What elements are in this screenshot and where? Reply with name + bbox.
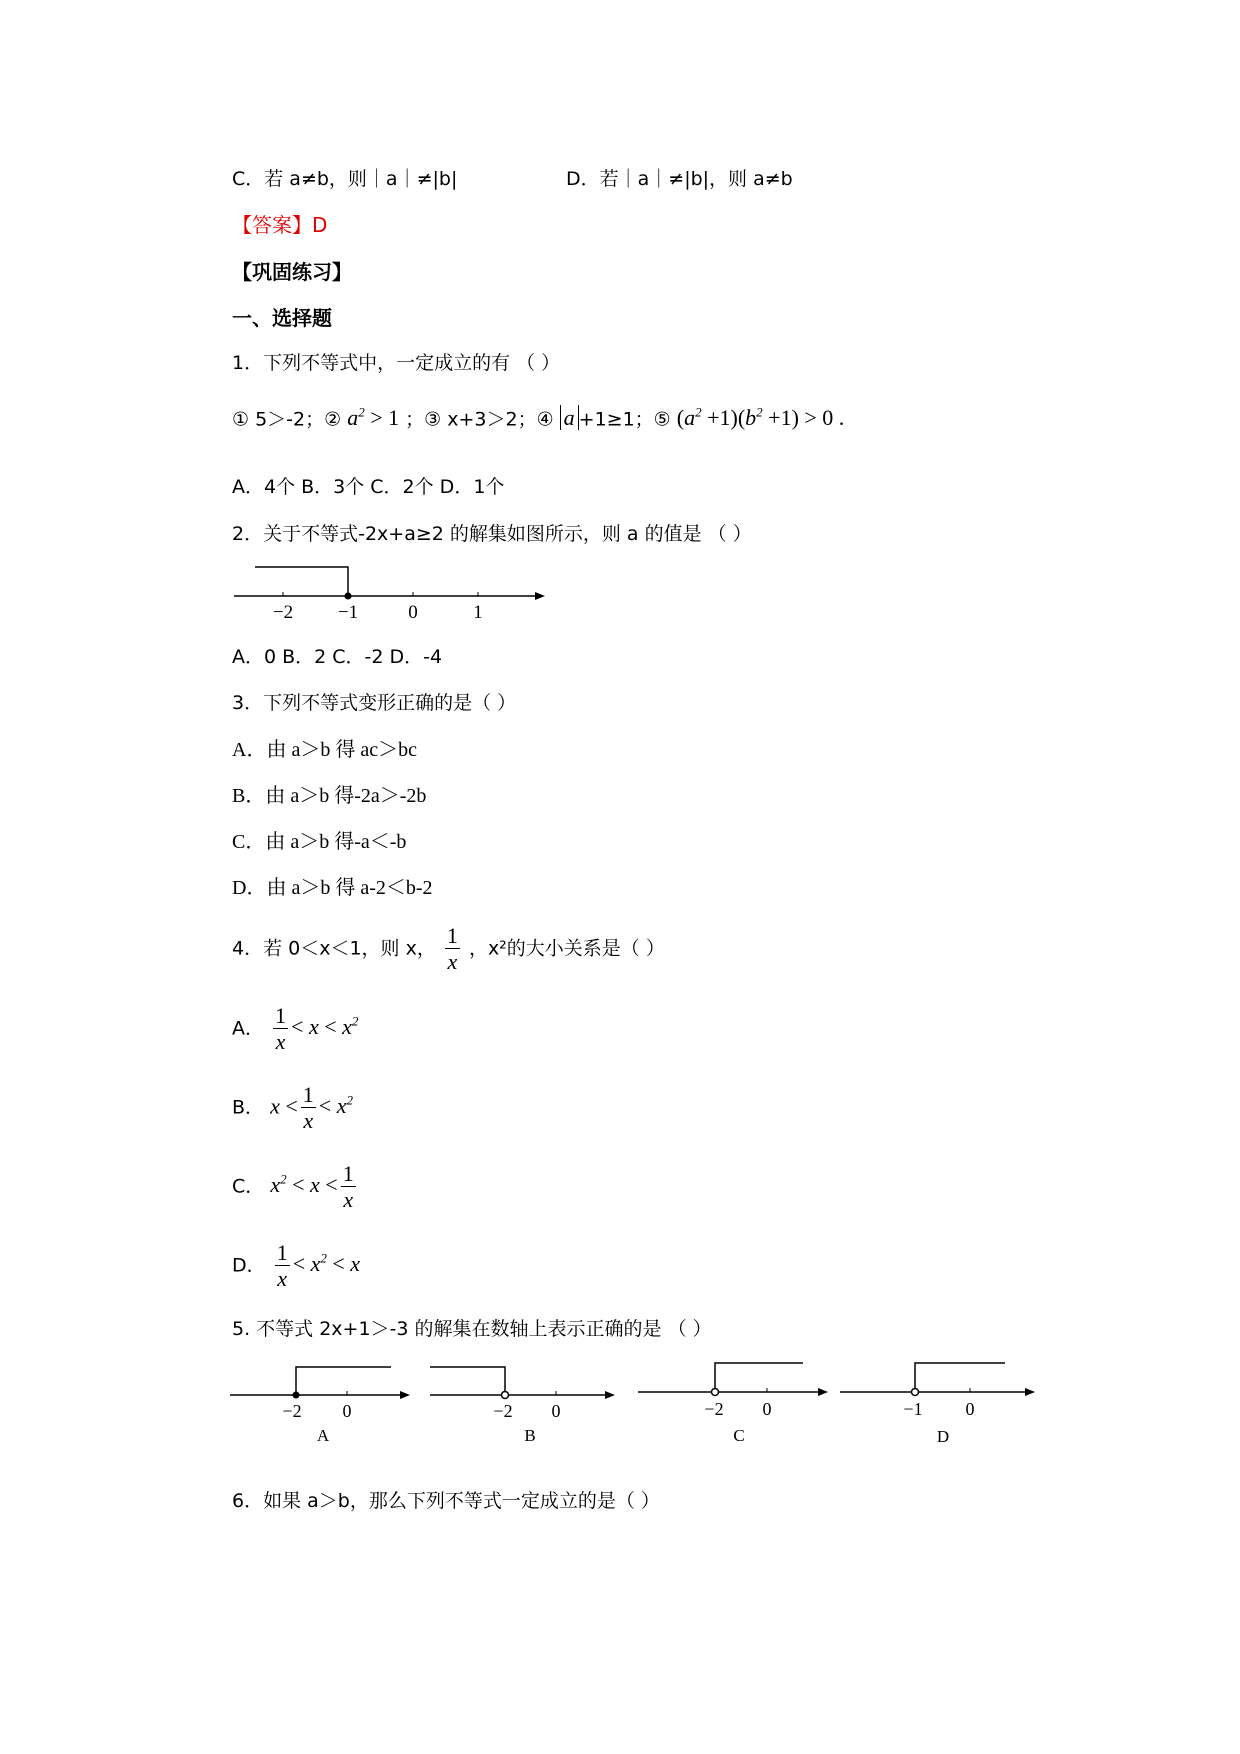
q5-a-tick: 0	[342, 1401, 352, 1421]
q4-option-d: D． $\frac{1}{x}$ < $x^2 < x$	[232, 1240, 361, 1292]
q5-a-label: A	[316, 1426, 330, 1445]
q1-expr-4: a	[560, 405, 579, 430]
q4-option-label: A．	[232, 1017, 264, 1040]
answer: 【答案】D	[232, 213, 328, 237]
option-d-prev: D．若｜a｜≠|b|，则 a≠b	[566, 168, 793, 190]
q4-option-label: D．	[232, 1254, 266, 1277]
option-c-prev: C．若 a≠b，则｜a｜≠|b|	[232, 168, 458, 190]
q5-b-tick: −2	[493, 1401, 513, 1421]
q2-tick-label: −1	[337, 602, 359, 620]
q3-stem: 3．下列不等式变形正确的是（ ）	[232, 692, 517, 714]
q3-option-b: B．由 a＞b 得-2a＞-2b	[232, 785, 427, 807]
q1-items	[232, 406, 844, 429]
q4-stem	[232, 923, 665, 975]
q3-option-a: A．由 a＞b 得 ac＞bc	[232, 739, 417, 761]
q2-axis-arrow	[535, 592, 545, 600]
q5-axis-d	[840, 1363, 1035, 1446]
q3-option-c: C．由 a＞b 得-a＜-b	[232, 831, 407, 853]
q5-axis-a	[230, 1367, 410, 1445]
q5-a-tick: −2	[282, 1401, 302, 1421]
q4-stem-b: ，x²的大小关系是（ ）	[468, 937, 665, 960]
section-heading: 【巩固练习】	[232, 260, 352, 284]
q5-b-tick: 0	[551, 1401, 561, 1421]
q1-items-b: ；③ x+3＞2；④	[405, 408, 554, 431]
part-heading: 一、选择题	[232, 306, 332, 330]
q5-d-hollow-point	[912, 1389, 919, 1396]
q2-tick-label: 1	[473, 602, 483, 620]
q1-stem: 1．下列不等式中，一定成立的有 （ ）	[232, 352, 561, 374]
q2-solid-point	[345, 593, 352, 600]
q5-c-tick: −2	[704, 1399, 724, 1419]
q5-number-lines	[225, 1355, 1045, 1450]
q5-d-label: D	[936, 1427, 950, 1446]
q5-c-hollow-point	[712, 1389, 719, 1396]
q1-items-a: ① 5＞-2；②	[232, 408, 342, 431]
q1-expr-5: $(a^2 +1)(b^2 +1) > 0$ .	[676, 405, 845, 431]
q5-c-tick: 0	[762, 1399, 772, 1419]
q4-option-c: C． $x^2 < x$ < $\frac{1}{x}$	[232, 1161, 354, 1213]
q5-axis-c	[638, 1363, 828, 1445]
q4-frac: $\frac{1}{x}$	[446, 923, 458, 975]
q5-c-label: C	[733, 1426, 745, 1445]
q4-option-label: C．	[232, 1175, 265, 1198]
q5-d-tick: −1	[903, 1399, 923, 1419]
q5-a-solid-point	[293, 1392, 300, 1399]
q5-b-label: B	[524, 1426, 536, 1445]
q5-axis-b	[430, 1367, 615, 1445]
q5-b-hollow-point	[502, 1392, 509, 1399]
q1-items-c: +1≥1；⑤	[578, 408, 671, 431]
q2-solution-ray	[255, 567, 348, 596]
q2-tick-label: 0	[408, 602, 418, 620]
q5-stem: 5. 不等式 2x+1＞-3 的解集在数轴上表示正确的是 （ ）	[232, 1318, 712, 1340]
q4-option-label: B．	[232, 1096, 265, 1119]
q4-stem-a: 4．若 0＜x＜1，则 x，	[232, 937, 436, 960]
q2-stem: 2．关于不等式-2x+a≥2 的解集如图所示，则 a 的值是 （ ）	[232, 523, 752, 545]
q5-d-tick: 0	[965, 1399, 975, 1419]
q4-option-b: B． x < $\frac{1}{x}$ < $x^2$	[232, 1082, 353, 1134]
q2-number-line	[230, 560, 550, 620]
q4-option-a: A． $\frac{1}{x}$ < $x < x^2$	[232, 1003, 359, 1055]
q6-stem: 6．如果 a＞b，那么下列不等式一定成立的是（ ）	[232, 1490, 660, 1512]
q2-tick-label: −2	[272, 602, 294, 620]
q3-option-d: D．由 a＞b 得 a-2＜b-2	[232, 877, 433, 899]
q1-expr-2: $a^2 > 1$	[347, 405, 400, 431]
q1-options: A．4个 B．3个 C．2个 D．1个	[232, 476, 505, 498]
q2-options: A．0 B．2 C．-2 D．-4	[232, 646, 443, 668]
